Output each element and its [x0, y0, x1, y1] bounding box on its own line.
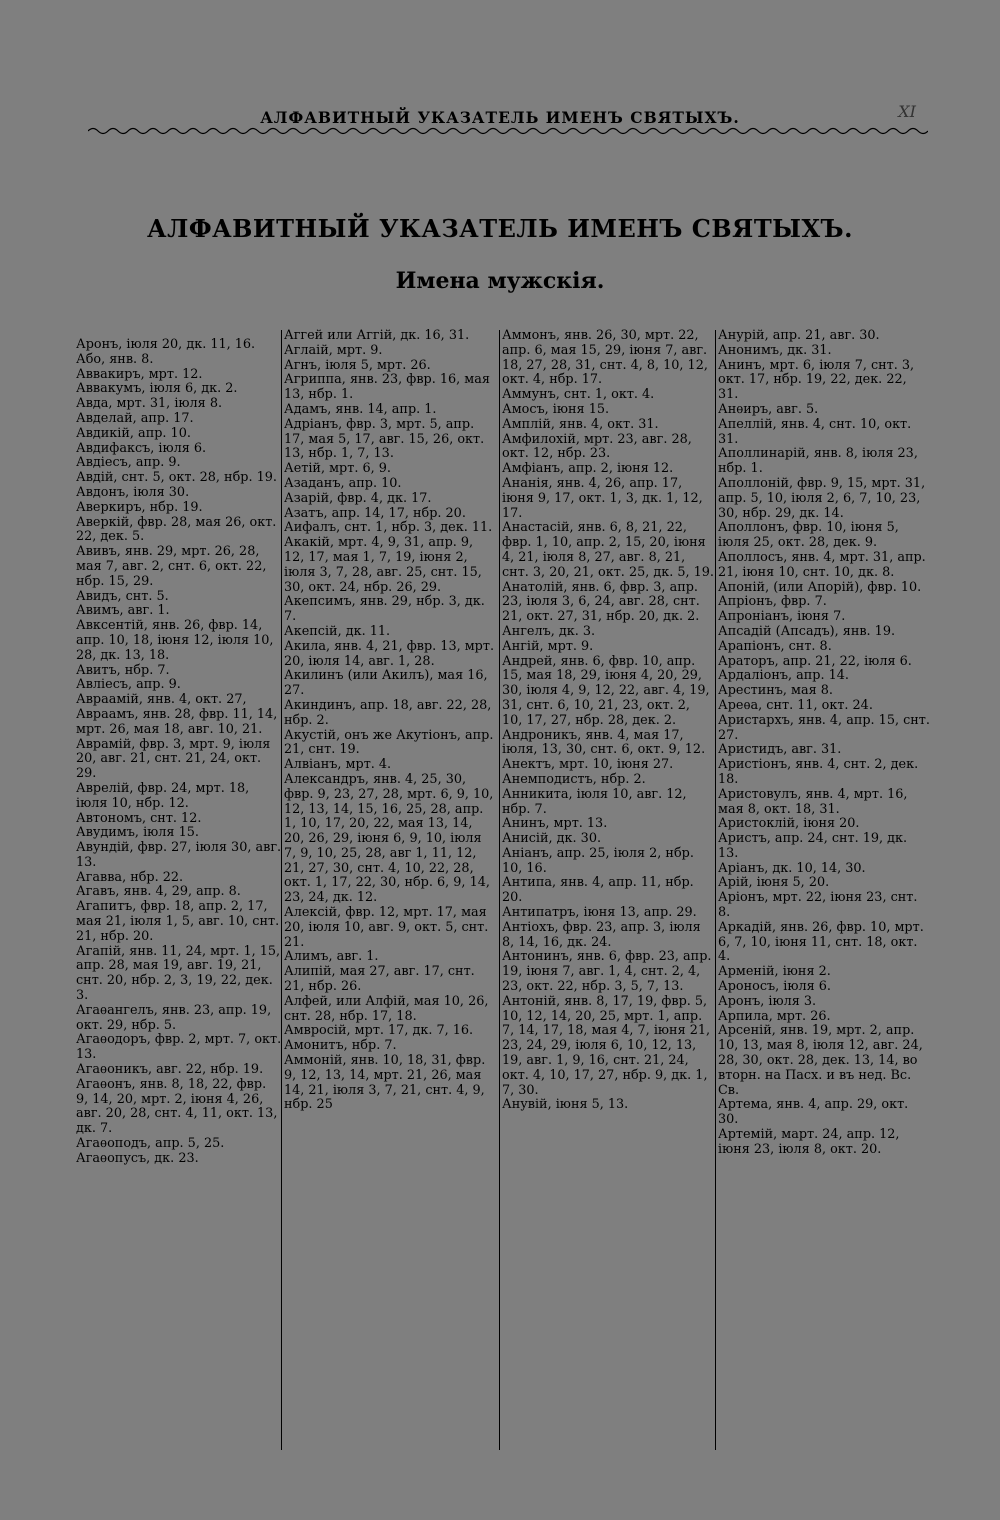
- index-column-3: [502, 329, 714, 1113]
- index-entry: Аполлоній, фвр. 9, 15, мрт. 31, апр. 5, 10, іюля 2, 6, 7, 10, 23, 30, нбр. 29, дк. 14.: [718, 475, 926, 521]
- index-entry: Антипа, янв. 4, апр. 11, нбр. 20.: [502, 875, 694, 906]
- index-entry: Арій, іюня 5, 20.: [718, 875, 830, 891]
- index-entry: Агаѳопусъ, дк. 23.: [76, 1150, 199, 1166]
- section-subtitle: Имена мужскія.: [395, 268, 605, 294]
- index-entry: Аристіонъ, янв. 4, снт. 2, дек. 18.: [718, 757, 919, 787]
- index-entry: Аріанъ, дк. 10, 14, 30.: [718, 860, 866, 876]
- main-title: АЛФАВИТНЫЙ УКАЗАТЕЛЬ ИМЕНЪ СВЯТЫХЪ.: [147, 214, 853, 243]
- index-entry: Апоній, (или Апорій), фвр. 10.: [718, 579, 922, 595]
- index-entry: Аввакиръ, мрт. 12.: [76, 366, 203, 382]
- ornamental-rule: [88, 124, 928, 138]
- index-entry: Азарій, фвр. 4, дк. 17.: [284, 490, 432, 506]
- index-entry: Акепсимъ, янв. 29, нбр. 3, дк. 7.: [284, 594, 485, 625]
- index-entry: Авдонъ, іюля 30.: [76, 484, 190, 500]
- index-entry: Агриппа, янв. 23, фвр. 16, мая 13, нбр. 1.: [284, 372, 490, 403]
- index-entry: Анатолій, янв. 6, фвр. 3, апр. 23, іюля 3, 6, 24, авг. 28, снт. 21, окт. 27, 31, нбр. 20, дк. 2.: [502, 579, 700, 625]
- index-entry: Араторъ, апр. 21, 22, іюля 6.: [718, 653, 912, 669]
- index-entry: Азаданъ, апр. 10.: [284, 475, 402, 491]
- index-entry: Арпила, мрт. 26.: [718, 1008, 831, 1024]
- index-entry: Анурій, апр. 21, авг. 30.: [718, 328, 880, 343]
- index-entry: Авдифаксъ, іюля 6.: [76, 440, 207, 456]
- index-entry: Артема, янв. 4, апр. 29, окт. 30.: [718, 1097, 909, 1128]
- index-entry: Аверкій, фвр. 28, мая 26, окт. 22, дек. 5.: [76, 514, 277, 545]
- index-entry: Алфей, или Алфій, мая 10, 26, снт. 28, нбр. 17, 18.: [284, 993, 489, 1024]
- column-divider: [499, 330, 500, 1450]
- index-entry: Ардаліонъ, апр. 14.: [718, 668, 849, 684]
- index-entry: Аввакумъ, іюля 6, дк. 2.: [76, 381, 238, 397]
- index-entry: Анинъ, мрт. 13.: [502, 816, 608, 832]
- index-entry: Авудимъ, іюля 15.: [76, 825, 199, 841]
- index-entry: Алипій, мая 27, авг. 17, снт. 21, нбр. 26.: [284, 964, 475, 995]
- index-entry: Апсадій (Апсадъ), янв. 19.: [718, 623, 896, 639]
- index-entry: Аммонъ, янв. 26, 30, мрт. 22, апр. 6, мая 15, 29, іюня 7, авг. 18, 27, 28, 31, снт. 4, 8, 10, 12, окт. 4, нбр. 17.: [502, 328, 708, 388]
- index-entry: Акиндинъ, апр. 18, авг. 22, 28, нбр. 2.: [284, 697, 492, 728]
- index-entry: Акила, янв. 4, 21, фвр. 13, мрт. 20, іюля 14, авг. 1, 28.: [284, 638, 495, 669]
- index-entry: Аронъ, іюля 20, дк. 11, 16.: [76, 337, 256, 352]
- index-entry: Автономъ, снт. 12.: [76, 810, 202, 826]
- index-entry: Антіохъ, фвр. 23, апр. 3, іюля 8, 14, 16, дк. 24.: [502, 919, 701, 950]
- index-entry: Аристоклій, іюня 20.: [718, 816, 860, 832]
- index-entry: Авдикій, апр. 10.: [76, 425, 191, 441]
- index-entry: Анувій, іюня 5, 13.: [502, 1097, 629, 1113]
- index-entry: Акилинъ (или Акилъ), мая 16, 27.: [284, 668, 488, 699]
- index-entry: Авдій, снт. 5, окт. 28, нбр. 19.: [76, 470, 277, 486]
- index-entry: Антонинъ, янв. 6, фвр. 23, апр. 19, іюня 7, авг. 1, 4, снт. 2, 4, 23, окт. 22, нбр. 3, 5, 7, 13.: [502, 949, 712, 995]
- index-entry: Аристъ, апр. 24, снт. 19, дк. 13.: [718, 831, 908, 861]
- index-entry: Авраамъ, янв. 28, фвр. 11, 14, мрт. 26, мая 18, авг. 10, 21.: [76, 706, 278, 737]
- page-frame: [62, 82, 938, 1462]
- index-entry: Авраамій, янв. 4, окт. 27,: [76, 692, 247, 708]
- index-entry: Авделай, апр. 17.: [76, 410, 194, 426]
- index-entry: Агаѳонъ, янв. 8, 18, 22, фвр. 9, 14, 20, мрт. 2, іюня 4, 26, авг. 20, 28, снт. 4, 11, окт. 13, дк. 7.: [76, 1076, 278, 1137]
- index-entry: Адамъ, янв. 14, апр. 1.: [284, 401, 437, 417]
- index-entry: Аммунъ, снт. 1, окт. 4.: [502, 387, 655, 403]
- page-number: XI: [898, 102, 916, 121]
- index-entry: Азатъ, апр. 14, 17, нбр. 20.: [284, 505, 466, 521]
- running-head: АЛФАВИТНЫЙ УКАЗАТЕЛЬ ИМЕНЪ СВЯТЫХЪ.: [260, 108, 740, 127]
- index-entry: Аріонъ, мрт. 22, іюня 23, снт. 8.: [718, 890, 918, 921]
- index-entry: Агаѳангелъ, янв. 23, апр. 19, окт. 29, нбр. 5.: [76, 1002, 272, 1033]
- index-entry: Александръ, янв. 4, 25, 30, фвр. 9, 23, 27, 28, мрт. 6, 9, 10, 12, 13, 14, 15, 16, 25, 28, апр. 1, 10, 17, 20, 22, мая 13, 14, 20, 26, 29, іюня 6, 9, 10, іюля 7, 9, 10, 25, 28, авг 1, 11, 12, 21, 27, 30, снт. 4, 10, 22, 28, окт. 1, 17, 22, 30, нбр. 6, 9, 14, 23, 24, дк. 12.: [284, 771, 494, 906]
- index-entry: Аристархъ, янв. 4, апр. 15, снт. 27.: [718, 712, 930, 743]
- index-entry: Авда, мрт. 31, іюля 8.: [76, 396, 223, 412]
- index-entry: Агавва, нбр. 22.: [76, 869, 184, 885]
- index-entry: Анѳиръ, авг. 5.: [718, 401, 819, 417]
- index-entry: Апроніанъ, іюня 7.: [718, 609, 846, 625]
- index-entry: Амвросій, мрт. 17, дк. 7, 16.: [284, 1023, 474, 1039]
- index-entry: Аггей или Аггій, дк. 16, 31.: [284, 328, 470, 343]
- index-entry: Аглаій, мрт. 9.: [284, 342, 383, 358]
- index-entry: Анонимъ, дк. 31.: [718, 342, 832, 358]
- index-entry: Аверкиръ, нбр. 19.: [76, 499, 203, 515]
- index-entry: Аифалъ, снт. 1, нбр. 3, дек. 11.: [284, 520, 493, 536]
- index-entry: Аристидъ, авг. 31.: [718, 742, 842, 758]
- index-entry: Амфилохій, мрт. 23, авг. 28, окт. 12, нбр. 23.: [502, 431, 692, 462]
- index-entry: Аронъ, іюля 3.: [718, 993, 817, 1009]
- index-entry: Арсеній, янв. 19, мрт. 2, апр. 10, 13, мая 8, іюля 12, авг. 24, 28, 30, окт. 28, дек. 13, 14, во вторн. на Пасх. и въ нед. Вс. Св.: [718, 1023, 923, 1098]
- index-entry: Анисій, дк. 30.: [502, 831, 602, 847]
- index-entry: Або, янв. 8.: [76, 351, 154, 367]
- index-entry: Ангелъ, дк. 3.: [502, 623, 596, 639]
- index-entry: Ареѳа, снт. 11, окт. 24.: [718, 697, 873, 713]
- index-entry: Апріонъ, фвр. 7.: [718, 594, 827, 610]
- index-entry: Анектъ, мрт. 10, іюня 27.: [502, 757, 674, 773]
- index-entry: Арапіонъ, снт. 8.: [718, 638, 832, 654]
- index-entry: Авксентій, янв. 26, фвр. 14, апр. 10, 18, іюня 12, іюля 10, 28, дк. 13, 18.: [76, 618, 274, 663]
- index-entry: Амонитъ, нбр. 7.: [284, 1038, 397, 1054]
- index-entry: Аполлинарій, янв. 8, іюля 23, нбр. 1.: [718, 446, 918, 477]
- index-entry: Алимъ, авг. 1.: [284, 949, 379, 965]
- index-entry: Аетій, мрт. 6, 9.: [284, 461, 391, 477]
- index-entry: Амфіанъ, апр. 2, іюня 12.: [502, 461, 674, 477]
- index-entry: Акакій, мрт. 4, 9, 31, апр. 9, 12, 17, мая 1, 7, 19, іюня 2, іюля 3, 7, 28, авг. 25, снт. 15, 30, окт. 24, нбр. 26, 29.: [284, 535, 482, 595]
- index-entry: Авундій, фвр. 27, іюля 30, авг. 13.: [76, 840, 282, 870]
- column-divider: [715, 330, 716, 1450]
- index-entry: Аркадій, янв. 26, фвр. 10, мрт. 6, 7, 10, іюня 11, снт. 18, окт. 4.: [718, 919, 924, 965]
- index-entry: Андроникъ, янв. 4, мая 17, іюля, 13, 30, снт. 6, окт. 9, 12.: [502, 727, 706, 758]
- index-entry: Аврамій, фвр. 3, мрт. 9, іюля 20, авг. 21, снт. 21, 24, окт. 29.: [76, 736, 271, 782]
- index-entry: Аммоній, янв. 10, 18, 31, фвр. 9, 12, 13, 14, мрт. 21, 26, мая 14, 21, іюля 3, 7, 21, снт. 4, 9, нбр. 25: [284, 1053, 486, 1113]
- index-entry: Адріанъ, фвр. 3, мрт. 5, апр. 17, мая 5, 17, авг. 15, 26, окт. 13, нбр. 1, 7, 13.: [284, 416, 485, 462]
- index-entry: Анинъ, мрт. 6, іюля 7, снт. 3, окт. 17, нбр. 19, 22, дек. 22, 31.: [718, 357, 915, 403]
- index-entry: Акустій, онъ же Акутіонъ, апр. 21, снт. 19.: [284, 727, 494, 758]
- index-entry: Антипатръ, іюня 13, апр. 29.: [502, 905, 697, 921]
- index-entry: Авидъ, снт. 5.: [76, 588, 169, 604]
- index-entry: Амосъ, іюня 15.: [502, 401, 610, 417]
- index-entry: Акепсій, дк. 11.: [284, 623, 391, 639]
- index-entry: Авимъ, авг. 1.: [76, 603, 170, 619]
- index-entry: Агнъ, іюля 5, мрт. 26.: [284, 357, 431, 373]
- index-entry: Анникита, іюля 10, авг. 12, нбр. 7.: [502, 786, 687, 817]
- index-entry: Аполлосъ, янв. 4, мрт. 31, апр. 21, іюня 10, снт. 10, дк. 8.: [718, 549, 926, 580]
- index-entry: Алексій, фвр. 12, мрт. 17, мая 20, іюля 10, авг. 9, окт. 5, снт. 21.: [284, 905, 489, 950]
- index-entry: Ангій, мрт. 9.: [502, 638, 594, 654]
- index-entry: Апеллій, янв. 4, снт. 10, окт. 31.: [718, 416, 912, 447]
- index-entry: Агаѳоподъ, апр. 5, 25.: [76, 1136, 225, 1152]
- index-entry: Анемподистъ, нбр. 2.: [502, 771, 646, 787]
- index-entry: Авдіесъ, апр. 9.: [76, 455, 181, 471]
- index-entry: Авивъ, янв. 29, мрт. 26, 28, мая 7, авг. 2, снт. 6, окт. 22, нбр. 15, 29.: [76, 544, 267, 589]
- index-entry: Ананія, янв. 4, 26, апр. 17, іюня 9, 17, окт. 1, 3, дк. 1, 12, 17.: [502, 475, 703, 521]
- index-entry: Анастасій, янв. 6, 8, 21, 22, фвр. 1, 10, апр. 2, 15, 20, іюня 4, 21, іюля 8, 27, авг. 8, 21, снт. 3, 20, 21, окт. 25, дк. 5, 19.: [502, 520, 715, 580]
- index-entry: Артемій, март. 24, апр. 12, іюня 23, іюля 8, окт. 20.: [718, 1127, 900, 1157]
- index-column-4: [718, 329, 930, 1158]
- index-entry: Алвіанъ, мрт. 4.: [284, 757, 392, 773]
- index-entry: Арменій, іюня 2.: [718, 964, 831, 980]
- index-entry: Ароносъ, іюля 6.: [718, 979, 831, 995]
- index-entry: Амплій, янв. 4, окт. 31.: [502, 416, 659, 432]
- index-entry: Андрей, янв. 6, фвр. 10, апр. 15, мая 18, 29, іюня 4, 20, 29, 30, іюля 4, 9, 12, 22, авг. 4, 19, 31, снт. 6, 10, 21, 23, окт. 2, 10, 17, 27, нбр. 28, дек. 2.: [502, 653, 710, 728]
- index-entry: Аристовулъ, янв. 4, мрт. 16, мая 8, окт. 18, 31.: [718, 786, 908, 817]
- index-entry: Аніанъ, апр. 25, іюля 2, нбр. 10, 16.: [502, 845, 694, 876]
- index-entry: Аврелій, фвр. 24, мрт. 18, іюля 10, нбр. 12.: [76, 780, 250, 811]
- index-column-2: [284, 329, 496, 1113]
- index-entry: Авліесъ, апр. 9.: [76, 677, 181, 693]
- index-entry: Авитъ, нбр. 7.: [76, 662, 170, 678]
- index-entry: Агавъ, янв. 4, 29, апр. 8.: [76, 884, 241, 900]
- index-entry: Антоній, янв. 8, 17, 19, фвр. 5, 10, 12, 14, 20, 25, мрт. 1, апр. 7, 14, 17, 18, мая 4, 7, іюня 21, 23, 24, 29, іюля 6, 10, 12, 13, 19, авг. 1, 9, 16, снт. 21, 24, окт. 4, 10, 17, 27, нбр. 9, дк. 1, 7, 30.: [502, 993, 711, 1098]
- index-column-1: [76, 338, 282, 1167]
- index-entry: Агаѳодоръ, фвр. 2, мрт. 7, окт. 13.: [76, 1032, 282, 1063]
- index-entry: Агаѳоникъ, авг. 22, нбр. 19.: [76, 1062, 264, 1078]
- index-entry: Арестинъ, мая 8.: [718, 683, 833, 699]
- index-entry: Агапій, янв. 11, 24, мрт. 1, 15, апр. 28, мая 19, авг. 19, 21, снт. 20, нбр. 2, 3, 19, 22, дек. 3.: [76, 943, 281, 1004]
- index-entry: Агапитъ, фвр. 18, апр. 2, 17, мая 21, іюля 1, 5, авг. 10, снт. 21, нбр. 20.: [76, 899, 280, 944]
- index-entry: Аполлонъ, фвр. 10, іюня 5, іюля 25, окт. 28, дек. 9.: [718, 520, 899, 551]
